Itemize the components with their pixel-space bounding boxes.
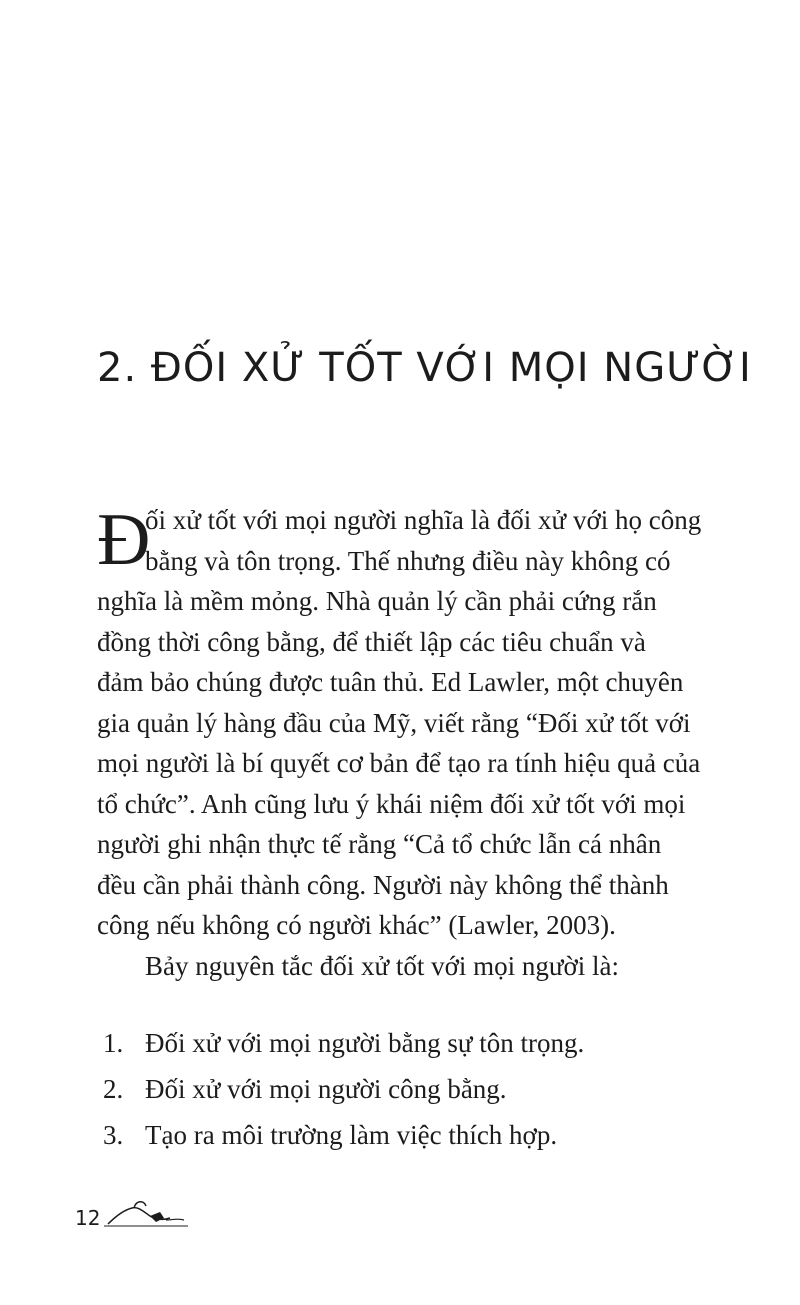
drop-cap: Đ xyxy=(97,499,151,581)
page-number: 12 xyxy=(75,1206,101,1230)
chapter-heading: 2. ĐỐI XỬ TỐT VỚI MỌI NGƯỜI xyxy=(97,345,752,391)
paragraph-line: tổ chức”. Anh cũng lưu ý khái niệm đối xử tốt với mọi xyxy=(97,788,686,819)
list-number: 1. xyxy=(103,1028,124,1058)
list-number: 3. xyxy=(103,1120,124,1150)
list-text: Tạo ra môi trường làm việc thích hợp. xyxy=(145,1120,558,1150)
paragraph-line: công nếu không có người khác” (Lawler, 2003). xyxy=(97,910,616,940)
list-item xyxy=(103,1112,723,1158)
paragraph-line: đều cần phải thành công. Người này không thể thành xyxy=(97,869,669,900)
paragraph-line: nghĩa là mềm mỏng. Nhà quản lý cần phải cứng rắn xyxy=(97,586,657,616)
paragraph-line: ối xử tốt với mọi người nghĩa là đối xử với họ công xyxy=(145,505,702,535)
paragraph-line: đảm bảo chúng được tuân thủ. Ed Lawler, một chuyên xyxy=(97,667,684,697)
page-footer xyxy=(75,1196,190,1230)
body-paragraph xyxy=(97,500,707,986)
paragraph-line: gia quản lý hàng đầu của Mỹ, viết rằng “Đối xử tốt với xyxy=(97,707,691,738)
paragraph-line: bằng và tôn trọng. Thế nhưng điều này không có xyxy=(145,545,671,576)
paragraph-line: mọi người là bí quyết cơ bản để tạo ra tính hiệu quả của xyxy=(97,748,701,778)
list-item xyxy=(103,1066,723,1112)
paragraph-line: đồng thời công bằng, để thiết lập các tiêu chuẩn và xyxy=(97,626,646,657)
list-intro: Bảy nguyên tắc đối xử tốt với mọi người là: xyxy=(145,950,620,981)
list-text: Đối xử với mọi người công bằng. xyxy=(145,1074,507,1104)
list-text: Đối xử với mọi người bằng sự tôn trọng. xyxy=(145,1028,585,1058)
principles-list xyxy=(103,1020,723,1158)
list-number: 2. xyxy=(103,1074,124,1104)
reclining-figure-ornament-icon xyxy=(104,1196,190,1230)
paragraph-line: người ghi nhận thực tế rằng “Cả tổ chức lẫn cá nhân xyxy=(97,829,662,859)
list-item xyxy=(103,1020,723,1066)
